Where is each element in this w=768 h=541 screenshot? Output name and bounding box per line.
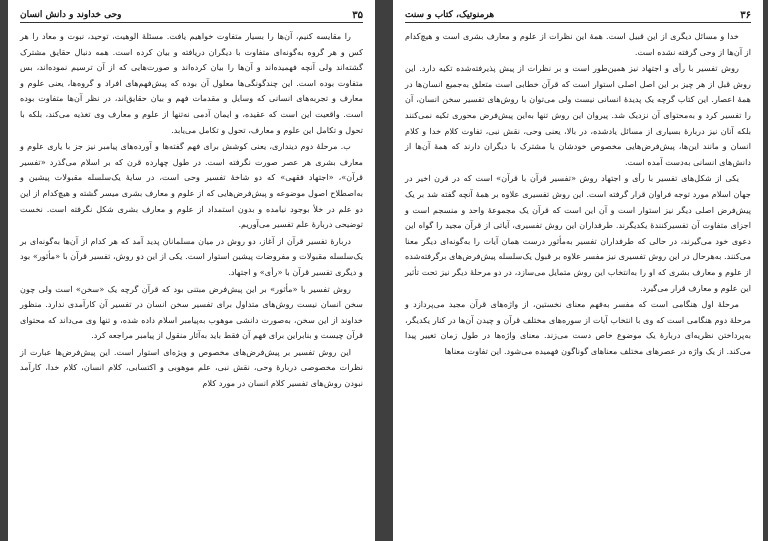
paragraph: دربارهٔ تفسیر قرآن از آغاز، دو روش در میان مسلمانان پدید آمد که هر کدام از آن‌ها به‌گونه‌ای بر یک‌سلسله مقبولات و مفروضات پیشین استوار است. یکی از این دو روش، تفسیر قرآن با «مأثور» بود و دیگری تفسیر قرآن با «رأی» و اجتهاد.	[20, 235, 363, 277]
page-35	[8, 0, 375, 541]
paragraph: روش تفسیر با «مأثور» بر این پیش‌فرض مبتنی بود که قرآن گرچه یک «سخن» است ولی چون سخن انسان نیست روش‌های متداول برای تفسیر سخن انسان در تفسیر آن کارآمدی ندارد. منظور خداوند از این سخن، به‌صورت دانشی موهوب به‌پیامبر اسلام داده شده، و تنها وی می‌داند که محتوای قرآن چیست و بنابراین برای فهم آن فقط باید به‌آثار منقول از پیامبر مراجعه کرد.	[20, 283, 363, 341]
paragraph: روش تفسیر با رأی و اجتهاد نیز همین‌طور است و بر نظرات از پیش پذیرفته‌شده تکیه دارد. این روش قبل از هر چیز بر این اصل اصلی استوار است که قرآن خطابی است متعلق به‌جمیع انسان‌ها در همهٔ اعصار. این کتاب گرچه یک پدیدهٔ انسانی نیست ولی می‌توان با روش‌های تفسیر سخن انسان، آن را تفسیر کرد و به‌محتوای آن نزدیک شد. پیروان این روش تنها به‌این پیش‌فرض محوری تکیه نمی‌کنند بلکه آنان نیز دربارهٔ بسیاری از مسائل یادشده، در بالا، یعنی وحی، نقش نبی، تفاوت کلام خدا و کلام انسان و مانند این‌ها، پیش‌فرض‌هایی مخصوص خودشان یا مشترک با دیگران دارند که همهٔ آن‌ها از دانش‌های انسانی به‌دست آمده است.	[405, 63, 751, 167]
page-header	[20, 8, 363, 23]
paragraph: را مقایسه کنیم، آن‌ها را بسیار متفاوت خواهیم یافت. مسئلهٔ الوهیت، توحید، نبوت و معاد را هر کس و هر گروه به‌گونه‌ای متفاوت با دیگران دریافته و بیان کرده است. همه دنبال حقایق مشترک گشته‌اند ولی آنچه فهمیده‌اند و آن‌ها را بیان کرده‌اند و صورت‌هایی که از آن ترسیم نموده‌اند، بس متفاوت بوده است. این چندگونگی‌ها معلول آن بوده که پیش‌فهم‌های افراد و گروه‌ها، یعنی علوم و معارف و تجربه‌های انسانی که وسایل و مقدمات فهم و بیان حقایق‌اند، در نظر آن‌ها متفاوت بوده است. واقعیت این است که عقیده، و ایمان آدمی نه‌تنها از علوم و معارف وی تغذیه می‌کند، بلکه با تحول و تکامل این علوم و معارف، تحول و تکامل می‌یابد.	[20, 31, 363, 135]
running-title: هرمنوتیک، کتاب و سنت	[405, 10, 495, 20]
paragraph: یکی از شکل‌های تفسیر با رأی و اجتهاد روش «تفسیر قرآن با قرآن» است که در قرن اخیر در جهان اسلام مورد توجه فراوان قرار گرفته است. این روش تفسیری علاوه بر همهٔ آنچه گفته شد بر یک پیش‌فرض اصلی دیگر نیز استوار است و آن این است که قرآن یک مجموعهٔ واحد و منسجم است و اجزای متفاوت آن تفسیرکنندهٔ یکدیگرند. طرفداران این روش تفسیری، آیاتی از قرآن مجید را گواه این دعوی خود می‌گیرند، در حالی که طرفداران تفسیر به‌مأثور درست همان آیات را به‌گونه‌ای دیگر معنا می‌کنند. به‌هرحال در این روش تفسیری نیز مفسر علاوه بر قبول یک‌سلسله پیش‌فرض‌های برگرفته‌شده از علوم و معارف بشری که او را به‌انتخاب این روش متمایل می‌سازد، در دو مرحلهٔ دیگر نیز تحت تأثیر این علوم و معارف قرار می‌گیرد.	[405, 173, 751, 293]
paragraph: این روش تفسیر بر پیش‌فرض‌های مخصوص و ویژه‌ای استوار است. این پیش‌فرض‌ها عبارت از نظرات مخصوصی دربارهٔ وحی، نقش نبی، علم موهوبی و اکتسابی، کلام انسان، کلام خدا، کارآمد نبودن روش‌های تفسیر کلام انسان در مورد کلام	[20, 346, 363, 389]
paragraph: مرحلهٔ اول هنگامی است که مفسر به‌فهم معنای نخستین، از واژه‌های قرآن مجید می‌پردازد و مرحلهٔ دوم هنگامی است که وی با انتخاب آیات از سوره‌های مختلف قرآن و چیدن آن‌ها در کنار یکدیگر، به‌پرداختن نظریه‌ای دربارهٔ یک موضوع خاص دست می‌زند. معنای واژه‌ها در طول زمان تغییر پیدا می‌کند. از یک واژه در عصرهای مختلف معناهای گوناگون فهمیده می‌شود. این تفاوت معناها	[405, 299, 751, 356]
page-36	[393, 0, 763, 541]
page-number: ۳۵	[352, 9, 363, 21]
page-gutter	[375, 0, 393, 541]
paragraph: ب. مرحلهٔ دوم دینداری، یعنی کوشش برای فهم گفته‌ها و آورده‌های پیامبر نیز جز با یاری علوم و معارف بشری هر عصر صورت نگرفته است. در طول چهارده قرن که بر اسلام می‌گذرد «تفسیر قرآن»، «اجتهاد فقهی» که دو شاخهٔ تفسیر وحی است، در سایهٔ یک‌سلسله مقبولات پیشین و به‌اصطلاح اصول موضوعه و پیش‌فرض‌هایی که از علوم و معارف بشری میسر گشته و هیچ‌کدام از این دو علم در خلأ بوجود نیامده و بدون استمداد از علوم و معارف بشری شکل نگرفته است. نخست توضیحی دربارهٔ علم تفسیر می‌آوریم.	[20, 141, 363, 230]
page-number: ۳۶	[740, 9, 751, 21]
page-header	[405, 8, 751, 23]
paragraph: خدا و مسائل دیگری از این قبیل است. همهٔ این نظرات از علوم و معارف بشری است و هیچ‌کدام از آن‌ها از وحی گرفته نشده است.	[405, 31, 751, 57]
running-title: وحی خداوند و دانش انسان	[20, 10, 122, 20]
